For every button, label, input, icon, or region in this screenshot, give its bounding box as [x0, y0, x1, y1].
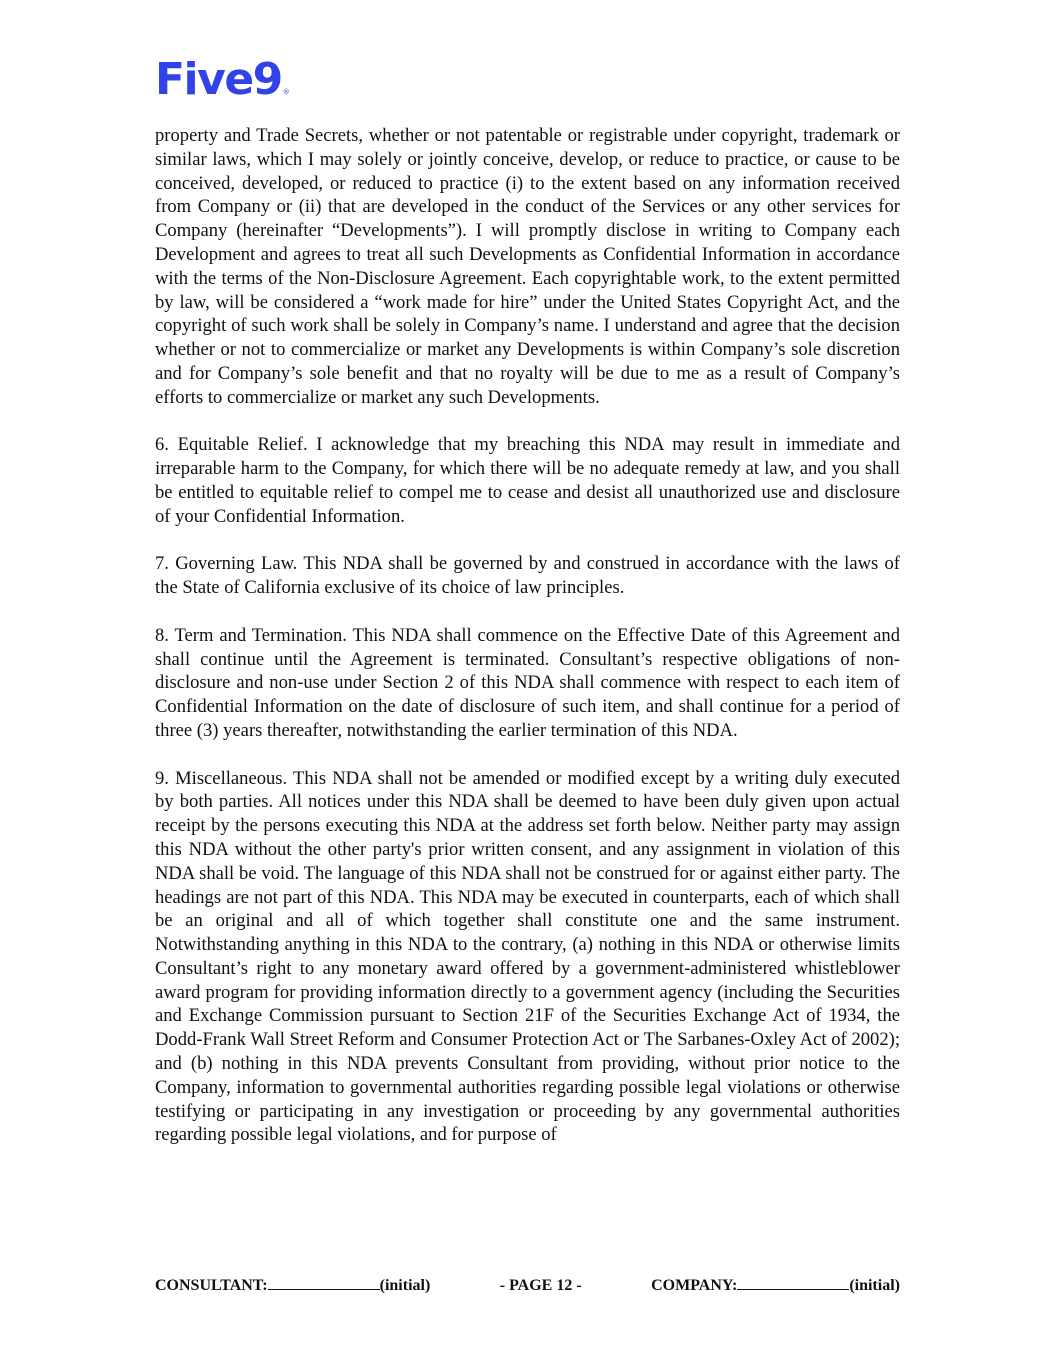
five9-logo [155, 54, 290, 105]
consultant-initial-label: (initial) [379, 1277, 431, 1294]
paragraph-miscellaneous: 9. Miscellaneous. This NDA shall not be amended or modified except by a writing duly executed by both parties. All notices under this NDA shall be deemed to have been duly given upon actual receipt by the persons executing this NDA at the address set forth below. Neither party may assign this NDA without the other party's prior written consent, and any assignment in violation of this NDA shall be void. The language of this NDA shall not be construed for or against either party. The headings are not part of this NDA. This NDA may be executed in counterparts, each of which shall be an original and all of which together shall constitute one and the same instrument. Notwithstanding anything in this NDA to the contrary, (a) nothing in this NDA or otherwise limits Consultant’s right to any monetary award offered by a government-administered whistleblower award program for providing information directly to a government agency (including the Securities and Exchange Commission pursuant to Section 21F of the Securities Exchange Act of 1934, the Dodd-Frank Wall Street Reform and Consumer Protection Act or The Sarbanes-Oxley Act of 2002); and (b) nothing in this NDA prevents Consultant from providing, without prior notice to the Company, information to governmental authorities regarding possible legal violations or otherwise testifying or participating in any investigation or proceeding by any governmental authorities regarding possible legal violations, and for purpose of [155, 767, 900, 1146]
paragraph-equitable-relief: 6. Equitable Relief. I acknowledge that my breaching this NDA may result in immediate and irreparable harm to the Company, for which there will be no adequate remedy at law, and you shall be entitled to equitable relief to compel me to cease and desist all unauthorized use and disclosure of your Confidential Information. [155, 434, 900, 527]
logo-registered-mark: ® [282, 88, 290, 96]
company-label: COMPANY: [651, 1277, 738, 1294]
company-initial-blank [737, 1275, 849, 1290]
document-body [155, 124, 900, 1147]
page-number: - PAGE 12 - [499, 1277, 582, 1294]
paragraph-governing-law: 7. Governing Law. This NDA shall be governed by and construed in accordance with the laws of the State of California exclusive of its choice of law principles. [155, 553, 900, 599]
consultant-initial-group [155, 1275, 430, 1295]
logo-text: Five9 [155, 54, 282, 105]
paragraph-term-termination: 8. Term and Termination. This NDA shall commence on the Effective Date of this Agreement and shall continue until the Agreement is terminated. Consultant’s respective obligations of non-disclosure and non-use under Section 2 of this NDA shall commence with respect to each item of Confidential Information on the date of disclosure of such item, and shall continue for a period of three (3) years thereafter, notwithstanding the earlier termination of this NDA. [155, 624, 900, 741]
paragraph-developments: property and Trade Secrets, whether or not patentable or registrable under copyright, trademark or similar laws, which I may solely or jointly conceive, develop, or reduce to practice, or cause to be conceived, developed, or reduced to practice (i) to the extent based on any information received from Company or (ii) that are developed in the conduct of the Services or any other services for Company (hereinafter “Developments”). I will promptly disclose in writing to Company each Development and agrees to treat all such Developments as Confidential Information in accordance with the terms of the Non-Disclosure Agreement. Each copyrightable work, to the extent permitted by law, will be considered a “work made for hire” under the United States Copyright Act, and the copyright of such work shall be solely in Company’s name. I understand and agree that the decision whether or not to commercialize or market any Developments is within Company’s sole discretion and for Company’s sole benefit and that no royalty will be due to me as a result of Company’s efforts to commercialize or market any such Developments. [155, 125, 900, 408]
company-initial-label: (initial) [849, 1277, 900, 1294]
consultant-label: CONSULTANT: [155, 1277, 268, 1294]
page-footer [155, 1275, 900, 1295]
consultant-initial-blank [268, 1275, 380, 1290]
company-initial-group [651, 1275, 900, 1295]
